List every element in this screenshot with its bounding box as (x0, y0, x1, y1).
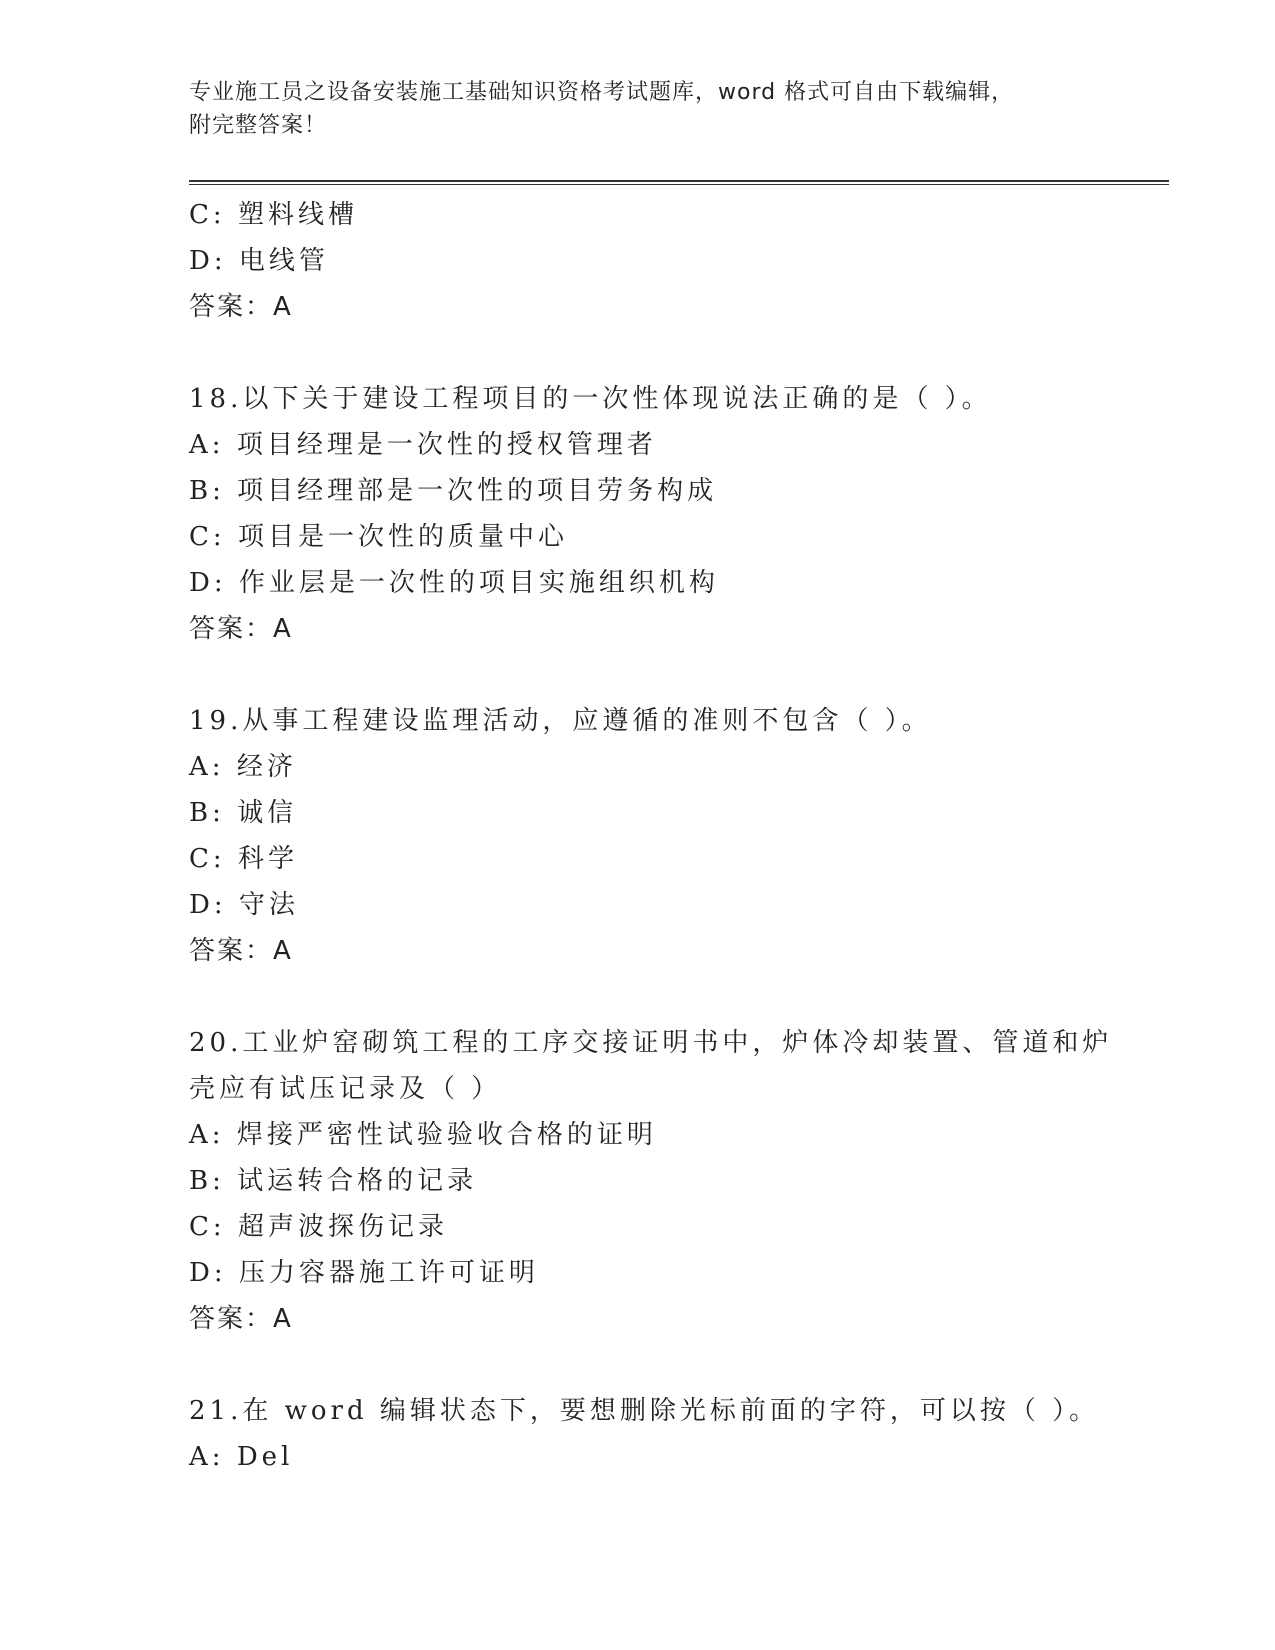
option-line (189, 192, 1109, 238)
option-separator: : (212, 522, 238, 552)
option-text: Del (236, 1442, 294, 1472)
option-letter: A (189, 752, 212, 782)
question-title (189, 698, 1109, 744)
question-text: 在 word 编辑状态下，要想删除光标前面的字符，可以按（ ）。 (242, 1396, 1100, 1426)
option-text: 诚信 (237, 798, 298, 828)
question-title-continuation: 壳应有试压记录及（ ） (189, 1074, 502, 1104)
answer-prefix: 答案： (189, 936, 274, 966)
option-letter: D (189, 890, 214, 920)
header-line-2: 附完整答案！ (189, 113, 328, 138)
option-separator: : (211, 752, 237, 782)
answer-line (189, 1296, 1109, 1342)
answer-value: A (273, 292, 293, 322)
option-text: 项目经理部是一次性的项目劳务构成 (237, 476, 718, 506)
option-letter: A (189, 1120, 212, 1150)
option-line (189, 1158, 1109, 1204)
header-line-1: 专业施工员之设备安装施工基础知识资格考试题库，word 格式可自由下载编辑， (189, 80, 1015, 105)
option-text: 试运转合格的记录 (237, 1166, 478, 1196)
spacer (189, 652, 1109, 698)
option-separator: : (212, 476, 238, 506)
option-letter: C (189, 200, 213, 230)
option-letter: D (189, 1258, 214, 1288)
option-line (189, 1112, 1109, 1158)
option-line (189, 744, 1109, 790)
option-letter: B (189, 1166, 213, 1196)
number-separator: . (230, 1396, 243, 1426)
question-text: 工业炉窑砌筑工程的工序交接证明书中，炉体冷却装置、管道和炉 (242, 1028, 1113, 1058)
option-letter: C (189, 1212, 213, 1242)
option-separator: : (211, 1442, 237, 1472)
option-text: 守法 (238, 890, 299, 920)
answer-line (189, 928, 1109, 974)
answer-prefix: 答案： (189, 1304, 274, 1334)
number-separator: . (230, 706, 243, 736)
option-letter: C (189, 844, 213, 874)
answer-prefix: 答案： (189, 292, 274, 322)
option-text: 塑料线槽 (237, 200, 358, 230)
answer-value: A (273, 936, 293, 966)
question-number: 21 (189, 1396, 231, 1426)
option-letter: D (189, 568, 214, 598)
option-letter: B (189, 798, 213, 828)
question-title (189, 1388, 1109, 1434)
option-text: 项目经理是一次性的授权管理者 (236, 430, 657, 460)
option-line (189, 790, 1109, 836)
option-line (189, 468, 1109, 514)
question-text: 从事工程建设监理活动，应遵循的准则不包含（ ）。 (242, 706, 932, 736)
option-text: 项目是一次性的质量中心 (237, 522, 568, 552)
option-separator: : (213, 568, 239, 598)
answer-value: A (273, 1304, 293, 1334)
question-number: 18 (189, 384, 231, 414)
option-line (189, 422, 1109, 468)
document-header (189, 76, 1089, 142)
option-separator: : (212, 200, 238, 230)
option-separator: : (212, 1212, 238, 1242)
option-separator: : (211, 1120, 237, 1150)
option-line (189, 836, 1109, 882)
option-separator: : (213, 246, 239, 276)
option-separator: : (212, 844, 238, 874)
option-line (189, 1434, 1109, 1480)
question-text: 以下关于建设工程项目的一次性体现说法正确的是（ ）。 (242, 384, 992, 414)
answer-line (189, 284, 1109, 330)
option-separator: : (213, 890, 239, 920)
spacer (189, 1342, 1109, 1388)
option-text: 经济 (236, 752, 297, 782)
option-line (189, 238, 1109, 284)
answer-value: A (273, 614, 293, 644)
question-number: 19 (189, 706, 231, 736)
option-line (189, 560, 1109, 606)
option-text: 作业层是一次性的项目实施组织机构 (238, 568, 719, 598)
option-text: 电线管 (238, 246, 329, 276)
option-letter: A (189, 1442, 212, 1472)
option-text: 压力容器施工许可证明 (238, 1258, 539, 1288)
option-line (189, 514, 1109, 560)
option-separator: : (212, 1166, 238, 1196)
option-text: 焊接严密性试验验收合格的证明 (236, 1120, 657, 1150)
question-number: 20 (189, 1028, 231, 1058)
option-separator: : (213, 1258, 239, 1288)
option-line (189, 1250, 1109, 1296)
answer-prefix: 答案： (189, 614, 274, 644)
question-title (189, 1020, 1113, 1066)
header-divider (189, 180, 1169, 185)
option-letter: B (189, 476, 213, 506)
number-separator: . (230, 1028, 243, 1058)
option-text: 科学 (237, 844, 298, 874)
answer-line (189, 606, 1109, 652)
option-letter: A (189, 430, 212, 460)
option-letter: C (189, 522, 213, 552)
option-text: 超声波探伤记录 (237, 1212, 448, 1242)
option-line (189, 882, 1109, 928)
question-title (189, 376, 1109, 422)
option-separator: : (211, 430, 237, 460)
number-separator: . (230, 384, 243, 414)
spacer (189, 974, 1109, 1020)
option-separator: : (212, 798, 238, 828)
option-line (189, 1204, 1109, 1250)
spacer (189, 330, 1109, 376)
option-letter: D (189, 246, 214, 276)
question-list (189, 192, 1113, 1480)
